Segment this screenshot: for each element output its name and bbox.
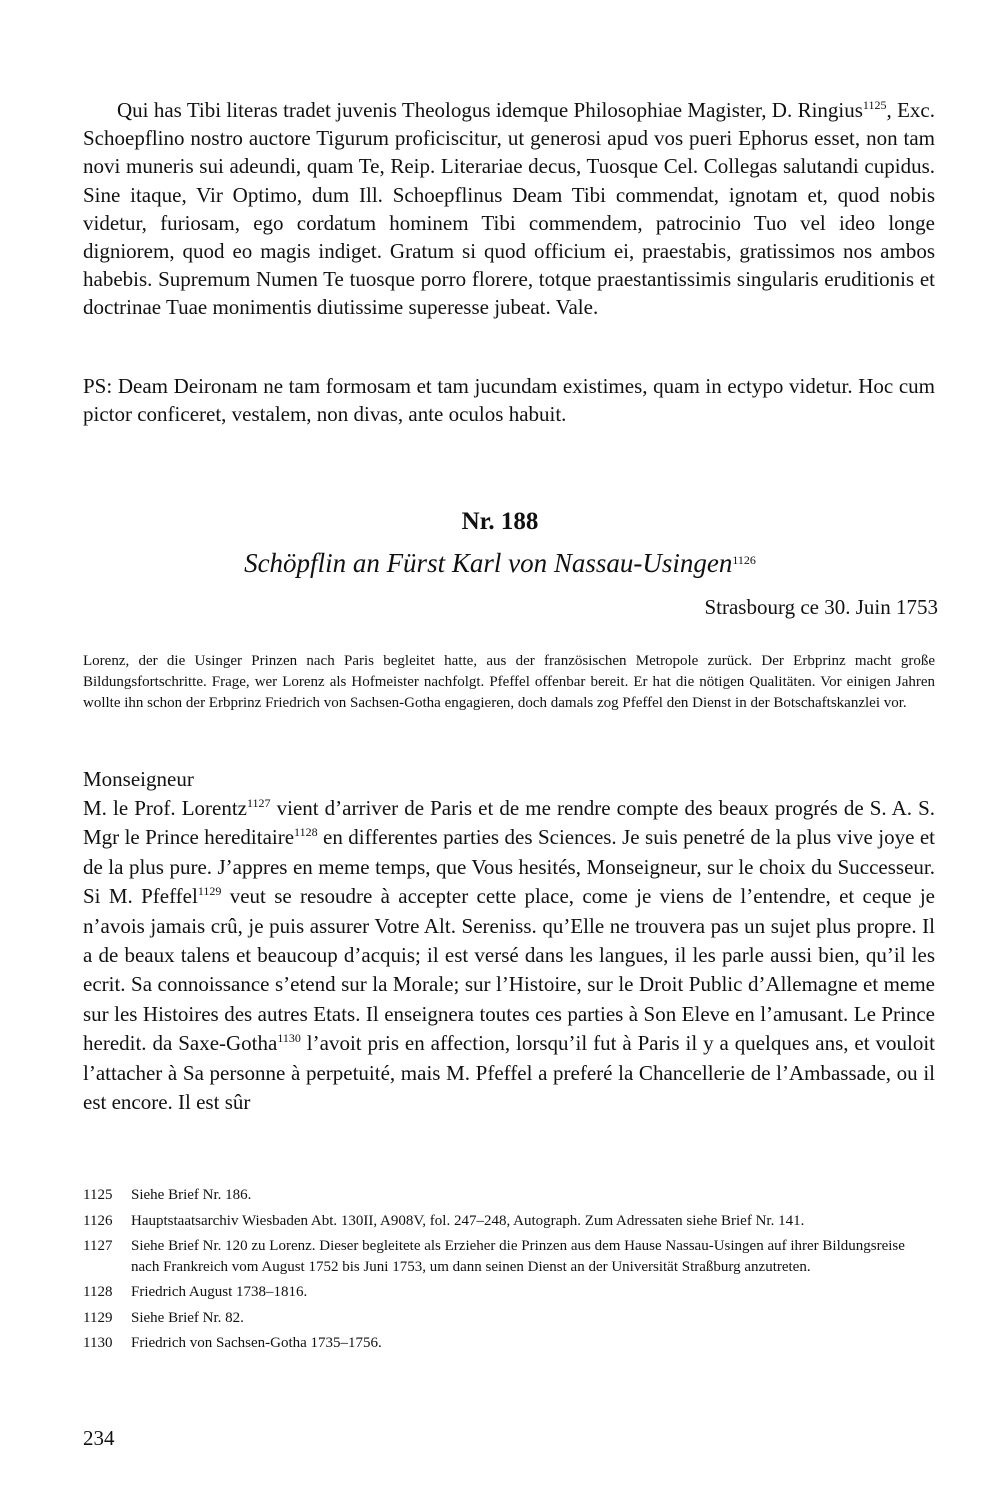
- letter-text-2: vient d’arriver de Paris et de me rendre compte des beaux progrés de S. A. S. Mgr le Prince hereditaire: [83, 796, 935, 850]
- footnote-ref-1125[interactable]: 1125: [862, 98, 887, 112]
- footnote-number: 1128: [83, 1284, 113, 1300]
- letter-title: [0, 548, 1000, 579]
- footnote-1126: [83, 1211, 935, 1232]
- intro-text-2: , Exc. Schoepflino nostro auctore Tigurum proficiscitur, ut generosi apud vos pueri Ephorus esset, non tam novi muneris sui adeundi, quam Te, Reip. Literariae decus, Tuosque Cel. Collegas salutandi cupidus. Sine itaque, Vir Optimo, dum Ill. Schoepflinus Deam Tibi commendat, ignotam et, quod nobis videtur, furiosam, ego cordatum hominem Tibi commendem, patrocinio Tuo vel ideo longe digniorem, quod eo magis indiget. Gratum si quod officium ei, praestabis, gratissimos nos ambos habebis. Supremum Numen Te tuosque porro florere, totque praestantissimis singularis eruditionis et doctrinae Tuae monimentis diutissime superesse jubeat. Vale.: [83, 98, 935, 320]
- footnote-text: Friedrich von Sachsen-Gotha 1735–1756.: [131, 1335, 382, 1351]
- letter-text-3: en differentes parties des Sciences. Je suis penetré de la plus vive joye et de la plus pure. J’appres en meme temps, que Vous hesités, Monseigneur, sur le choix du Successeur. Si M. Pfeffel: [83, 825, 935, 909]
- place-date: Strasbourg ce 30. Juin 1753: [704, 595, 938, 619]
- footnote-number: 1125: [83, 1187, 113, 1203]
- letter-title-text: Schöpflin an Fürst Karl von Nassau-Usingen: [244, 548, 733, 578]
- footnote-1125: [83, 1185, 935, 1206]
- letter-number: Nr. 188: [461, 508, 539, 535]
- footnote-text: Siehe Brief Nr. 120 zu Lorenz. Dieser begleitete als Erzieher die Prinzen aus dem Hause Nassau-Usingen auf ihrer Bildungsreise nach Frankreich vom August 1752 bis Juni 1753, um dann seinen Dienst an der Universität Straßburg anzutreten.: [131, 1238, 905, 1275]
- footnote-ref-1127[interactable]: 1127: [247, 796, 271, 810]
- letter-text-4: veut se resoudre à accepter cette place, come je viens de l’entendre, et ceque je n’avois jamais crû, je puis assurer Votre Alt. Sereniss. qu’Elle ne trouvera pas un sujet plus propre. Il a de beaux talens et beaucoup d’acquis; il est versé dans les langues, il les parle aussi bien, qu’il les ecrit. Sa connoissance s’etend sur la Morale; sur l’Histoire, sur le Droit Public d’Allemagne et meme sur les Histoires des autres Etats. Il enseignera toutes ces parties à Son Eleve en l’amusant. Le Prince heredit. da Saxe-Gotha: [83, 884, 935, 1056]
- footnote-number: 1126: [83, 1212, 113, 1229]
- footnote-1129: [83, 1308, 935, 1329]
- page-number: 234: [83, 1426, 115, 1450]
- footnote-text: Friedrich August 1738–1816.: [131, 1284, 308, 1300]
- footnote-text: Siehe Brief Nr. 186.: [131, 1187, 252, 1203]
- footnote-ref-1128[interactable]: 1128: [294, 825, 318, 840]
- footnote-ref-1130[interactable]: 1130: [277, 1031, 301, 1046]
- footnote-ref-1129[interactable]: 1129: [197, 884, 222, 899]
- footnote-1127: [83, 1236, 935, 1277]
- postscript: PS: Deam Deironam ne tam formosam et tam jucundam existimes, quam in ectypo videtur. Hoc cum pictor conficeret, vestalem, non divas, ante oculos habuit.: [83, 374, 935, 427]
- intro-text-1: Qui has Tibi literas tradet juvenis Theologus idemque Philosophiae Magister, D. Ringius: [117, 98, 863, 122]
- footnote-number: 1129: [83, 1309, 113, 1326]
- footnote-1128: [83, 1282, 935, 1303]
- footnotes: [83, 1185, 935, 1359]
- footnote-ref-1126[interactable]: 1126: [732, 553, 756, 567]
- footnote-number: 1130: [83, 1335, 113, 1351]
- footnote-number: 1127: [83, 1238, 113, 1254]
- letter-body: [83, 794, 935, 1117]
- footnote-1130: [83, 1333, 935, 1354]
- letter-summary: Lorenz, der die Usinger Prinzen nach Paris begleitet hatte, aus der französischen Metropole zurück. Der Erbprinz macht große Bildungsfortschritte. Frage, wer Lorenz als Hofmeister nachfolgt. Pfeffel offenbar bereit. Er hat die nötigen Qualitäten. Vor einigen Jahren wollte ihn schon der Erbprinz Friedrich von Sachsen-Gotha engagieren, doch damals zog Pfeffel den Dienst in der Botschaftskanzlei vor.: [83, 653, 935, 711]
- salutation: Monseigneur: [83, 767, 194, 791]
- intro-paragraph: [83, 96, 935, 322]
- footnote-text: Hauptstaatsarchiv Wiesbaden Abt. 130II, A908V, fol. 247–248, Autograph. Zum Adressaten siehe Brief Nr. 141.: [131, 1212, 805, 1229]
- letter-text-5: l’avoit pris en affection, lorsqu’il fut à Paris il y a quelques ans, et vouloit l’attacher à Sa personne à perpetuité, mais M. Pfeffel a preferé la Chancellerie de l’Ambassade, ou il est encore. Il est sûr: [83, 1031, 935, 1115]
- letter-text-1: M. le Prof. Lorentz: [83, 796, 247, 820]
- footnote-text: Siehe Brief Nr. 82.: [131, 1309, 244, 1326]
